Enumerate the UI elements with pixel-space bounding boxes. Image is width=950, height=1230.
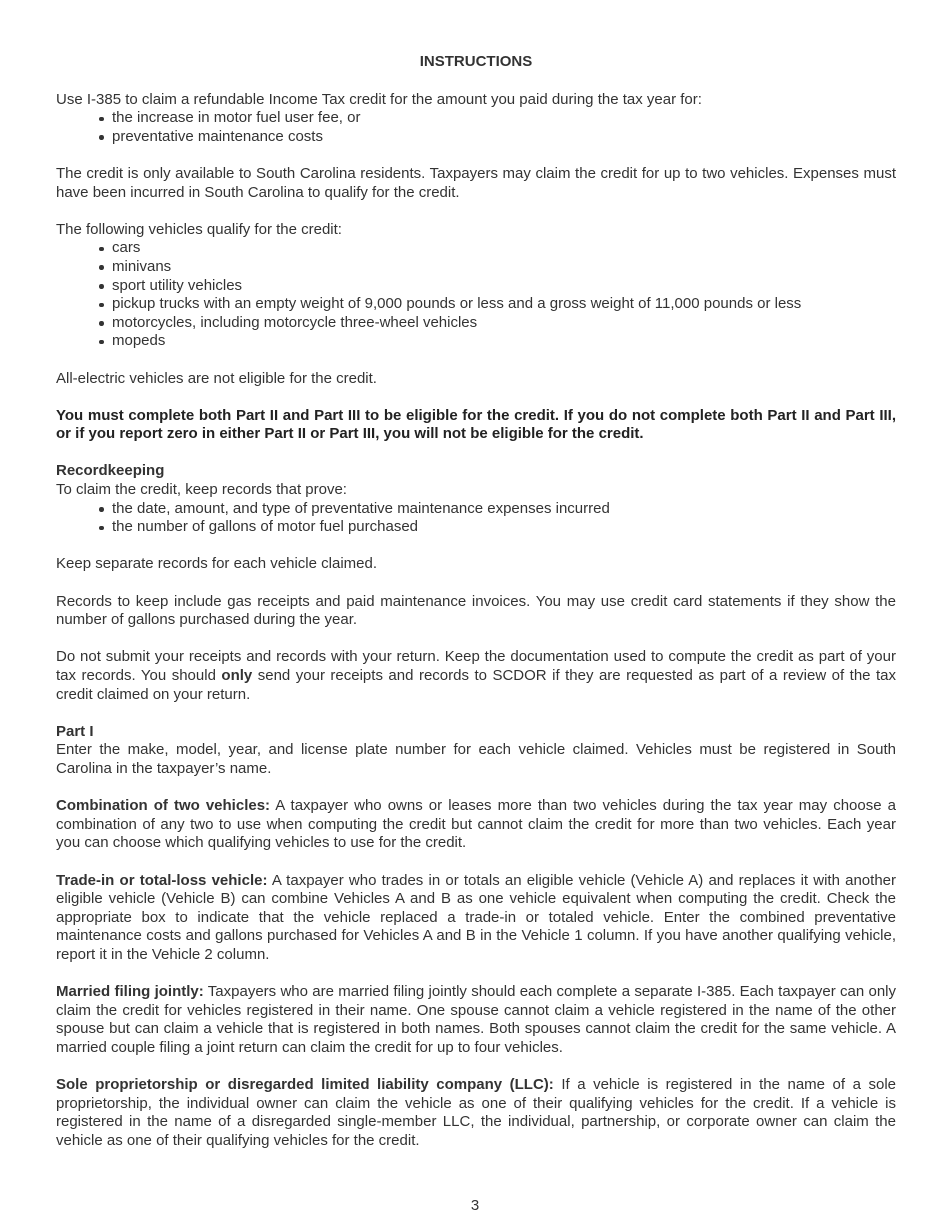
list-item: the date, amount, and type of preventative maintenance expenses incurred (112, 500, 896, 519)
married-text: Taxpayers who are married filing jointly should each complete a separate I-385. Each taxpayer can only claim the credit for vehicles registered in their name. One spouse cannot claim a vehicle registered in the name of the other spouse but can claim a vehicle that is registered in both names. Both spouses cannot claim the credit for the same vehicle. A married couple filing a joint return can claim the credit for up to four vehicles. (56, 983, 896, 1056)
sole-text: If a vehicle is registered in the name of a sole proprietorship, the individual owner can claim the vehicle as one of their qualifying vehicles for the credit. If a vehicle is registered in the name of a disregarded single-member LLC, the individual, partnership, or corporate owner can claim the vehicle as one of their qualifying vehicles for the credit. (56, 1076, 896, 1149)
residency-paragraph: The credit is only available to South Carolina residents. Taxpayers may claim the credit for up to two vehicles. Expenses must have been incurred in South Carolina to qualify for the credit. (56, 164, 896, 201)
list-item: preventative maintenance costs (112, 128, 896, 147)
list-item: pickup trucks with an empty weight of 9,000 pounds or less and a gross weight of 11,000 pounds or less (112, 295, 896, 314)
sole-paragraph (56, 1076, 896, 1150)
submit-text-after: send your receipts and records to SCDOR if they are requested as part of a review of the tax credit claimed on your return. (56, 667, 897, 703)
tradein-text: A taxpayer who trades in or totals an eligible vehicle (Vehicle A) and replaces it with another eligible vehicle (Vehicle B) can combine Vehicles A and B as one vehicle equivalent when computing the credit. Check the appropriate box to indicate that the vehicle replaced a trade-in or totaled vehicle. Enter the combined preventative maintenance costs and gallons purchased for Vehicles A and B in the Vehicle 1 column. If you have another qualifying vehicle, report it in the Vehicle 2 column. (56, 871, 896, 963)
part1-text: Enter the make, model, year, and license plate number for each vehicle claimed. Vehicles must be registered in South Carolina in the taxpayer’s name. (56, 741, 896, 777)
list-item: the increase in motor fuel user fee, or (112, 109, 896, 128)
tradein-paragraph (56, 872, 896, 965)
recordkeeping-text: To claim the credit, keep records that prove: (56, 481, 347, 499)
vehicles-list (56, 239, 896, 351)
list-item: the number of gallons of motor fuel purchased (112, 518, 896, 537)
combination-text: A taxpayer who owns or leases more than two vehicles during the tax year may choose a combination of any two to use when computing the credit but cannot claim the credit for more than two vehicles. Each year you can choose which qualifying vehicles to use for the credit. (56, 797, 896, 852)
recordkeeping-list (56, 500, 896, 537)
intro-text: Use I-385 to claim a refundable Income Tax credit for the amount you paid during the tax year for: (56, 90, 702, 108)
sole-label: Sole proprietorship or disregarded limited liability company (LLC): (56, 1076, 554, 1094)
page-number: 3 (470, 1197, 480, 1214)
submit-text-before: Do not submit your receipts and records with your return. Keep the documentation used to compute the credit as part of your tax records. You should (56, 648, 896, 684)
records-paragraph: Records to keep include gas receipts and paid maintenance invoices. You may use credit card statements if they show the number of gallons purchased during the year. (56, 592, 896, 629)
married-paragraph (56, 983, 896, 1057)
part1-section (56, 723, 896, 779)
recordkeeping-heading: Recordkeeping (56, 462, 165, 480)
vehicles-section (56, 221, 896, 351)
list-item: minivans (112, 258, 896, 277)
married-label: Married filing jointly: (56, 983, 204, 1001)
list-item: sport utility vehicles (112, 277, 896, 296)
tradein-label: Trade-in or total-loss vehicle: (56, 871, 268, 889)
combination-paragraph (56, 797, 896, 853)
intro-list (56, 109, 896, 146)
list-item: mopeds (112, 332, 896, 351)
page-title: INSTRUCTIONS (419, 53, 533, 70)
part1-heading: Part I (56, 722, 94, 740)
electric-paragraph: All-electric vehicles are not eligible for the credit. (56, 369, 377, 387)
requirement-paragraph: You must complete both Part II and Part III to be eligible for the credit. If you do not complete both Part II and Part III, or if you report zero in either Part II or Part III, you will not be eligible for the credit. (56, 406, 896, 443)
combination-label: Combination of two vehicles: (56, 797, 271, 815)
submit-text-bold: only (221, 667, 253, 684)
vehicles-text: The following vehicles qualify for the credit: (56, 220, 342, 238)
separate-records-paragraph: Keep separate records for each vehicle claimed. (56, 555, 378, 573)
list-item: cars (112, 239, 896, 258)
recordkeeping-section (56, 462, 896, 536)
submit-paragraph (56, 648, 896, 704)
list-item: motorcycles, including motorcycle three-wheel vehicles (112, 314, 896, 333)
intro-section (56, 91, 896, 147)
